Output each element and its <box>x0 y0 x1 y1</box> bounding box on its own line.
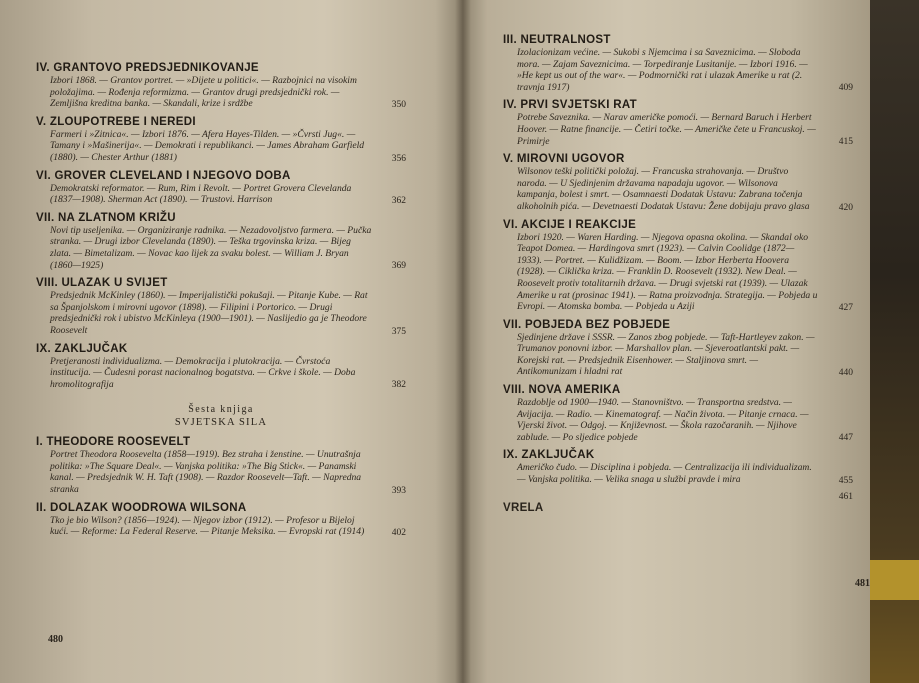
toc-entry <box>503 219 853 313</box>
toc-entry <box>503 34 853 93</box>
page-number: 382 <box>391 380 406 391</box>
toc-entry <box>36 277 406 336</box>
chapter-description: Pretjeranosti individualizma. — Demokracija i plutokracija. — Čvrstoća institucija. — Čudesni porast nacionalnog bogatstva. — Crkve i škole. — Doba hromolitografija <box>50 355 356 390</box>
chapter-title: VII. POBJEDA BEZ POBJEDE <box>503 318 671 331</box>
vrela-heading: VRELA <box>503 501 544 514</box>
toc-entry <box>36 170 406 206</box>
chapter-title: VII. NA ZLATNOM KRIŽU <box>36 211 176 224</box>
chapter-title: V. ZLOUPOTREBE I NEREDI <box>36 115 196 128</box>
page-number: 447 <box>838 433 853 444</box>
folio-right: 481 <box>855 578 870 589</box>
chapter-title: VI. AKCIJE I REAKCIJE <box>503 218 637 231</box>
folio-left: 480 <box>48 634 63 645</box>
page-number: 350 <box>391 99 406 110</box>
chapter-title: I. THEODORE ROOSEVELT <box>36 436 191 449</box>
chapter-description: Potrebe Saveznika. — Narav američke pomoći. — Bernard Baruch i Herbert Hoover. — Ratne financije. — Četiri točke. — Američke čete u Francuskoj. — Primirje <box>517 112 816 147</box>
toc-entry <box>36 343 406 391</box>
page-number: 402 <box>391 527 406 538</box>
page-number: 369 <box>391 261 406 272</box>
page-number: 420 <box>838 202 853 213</box>
book-gutter <box>455 0 471 683</box>
toc-entry <box>36 436 406 495</box>
chapter-description: Novi tip useljenika. — Organiziranje radnika. — Nezadovoljstvo farmera. — Pučka stranka. — Drugi izbor Clevelanda (1890). — Teška trgovinska kriza. — Bijeg zlata. — Bimetalizam. — Novac kao lijek za svaku bolest. — William J. Bryan (1860—1925) <box>50 224 372 271</box>
page-number: 415 <box>838 137 853 148</box>
chapter-title: VI. GROVER CLEVELAND I NJEGOVO DOBA <box>36 169 291 182</box>
chapter-title: IV. GRANTOVO PREDSJEDNIKOVANJE <box>36 62 259 74</box>
chapter-description: Razdoblje od 1900—1940. — Stanovništvo. — Transportna sredstva. — Avijacija. — Radio. — Kinematograf. — Način života. — Pitanje crnaca. — Vjerski život. — Odgoj. — Književnost. — Škola razočaranih. — Njihove zablude. — Po sljedice pobjede <box>517 397 809 443</box>
page-number: 393 <box>391 485 406 496</box>
toc-entry <box>36 116 406 164</box>
left-toc-column <box>36 62 406 544</box>
chapter-description: Izolacionizam većine. — Sukobi s Njemcima i sa Saveznicima. — Sloboda mora. — Zajam Saveznicima. — Torpediranje Lusitanije. — Izbori 1916. — »He kept us out of the war«. — Podmornički rat i ulazak Amerike u rat (2. travnja 1917) <box>517 47 808 93</box>
chapter-description: Predsjednik McKinley (1860). — Imperijalistički pokušaji. — Pitanje Kube. — Rat sa Španjolskom i mirovni ugovor (1898). — Filipini i Portorico. — Drugi predsjednički rok i ubistvo McKinleya (1900—1901). — Naslijedio ga je Theodore Roosevelt <box>50 290 368 336</box>
page-number: 362 <box>391 195 406 206</box>
toc-entry <box>36 502 406 538</box>
chapter-title: IX. ZAKLJUČAK <box>503 449 595 462</box>
right-page <box>463 0 870 683</box>
chapter-title: VIII. ULAZAK U SVIJET <box>36 277 168 290</box>
background-stripe <box>870 560 919 600</box>
chapter-description: Wilsonov teški politički položaj. — Francuska strahovanja. — Društvo naroda. — U Sjedinjenim državama napadaju ugovor. — Wilsonova kampanja, bolest i smrt. — Osamnaesti Dodatak Ustavu: Zabrana točenja alkoholnih pića. — Devetnaesti Dodatak Ustavu: Žene dobijaju pravo glasa <box>517 166 810 212</box>
toc-entry-vrela <box>503 491 853 516</box>
chapter-description: Izbori 1920. — Waren Harding. — Njegova opasna okolina. — Skandal oko Teapot Domea. — Hardingova smrt (1923). — Calvin Coolidge (1872—1933). — Portret. — Kulidžizam. — Boom. — Izbor Herberta Hoovera (1928). — Ciklička kriza. — Franklin D. Roosevelt (1932). New Deal. — Roosevelt protiv totalitarnih država. — Drugi svjetski rat (1939). — Ulazak Amerike u rat (prosinac 1941). — Ratna proizvodnja. Strategija. — Pobjeda u Evropi. — Atomska bomba. — Pobjeda u Aziji <box>517 231 818 313</box>
book-heading: Šesta knjiga <box>188 404 254 416</box>
toc-entry <box>503 153 853 212</box>
toc-entry <box>503 449 853 485</box>
chapter-description: Demokratski reformator. — Rum, Rim i Revolt. — Portret Grovera Clevelanda (1837—1908). Sherman Act (1890). — Trustovi. Harrison <box>50 182 352 206</box>
page-number: 375 <box>391 326 406 337</box>
page-number: 440 <box>838 368 853 379</box>
toc-entry <box>503 319 853 378</box>
chapter-title: III. NEUTRALNOST <box>503 34 611 46</box>
chapter-description: Portret Theodora Roosevelta (1858—1919). Bez straha i ženstine. — Unutrašnja politika: »The Square Deal«. — Vanjska politika: »The Big Stick«. — Panamski kanal. — Predsjednik W. H. Taft (1908). — Razdor Roosevelt—Taft. — Napredna stranka <box>50 449 362 496</box>
toc-entry <box>36 62 406 110</box>
chapter-title: IV. PRVI SVJETSKI RAT <box>503 99 637 112</box>
chapter-title: II. DOLAZAK WOODROWA WILSONA <box>36 501 247 514</box>
page-number: 455 <box>838 475 853 486</box>
toc-entry <box>503 99 853 147</box>
page-number: 427 <box>838 302 853 313</box>
chapter-description: Izbori 1868. — Grantov portret. — »Dijete u politici«. — Razbojnici na visokim položajima. — Rođenja reformizma. — Grantov drugi predsjednički rok. — Zemljišna kreditna banka. — Skandali, krize i srdžbe <box>50 75 357 110</box>
chapter-title: V. MIROVNI UGOVOR <box>503 153 625 166</box>
vrela-page-number: 461 <box>838 491 853 502</box>
chapter-description: Američko čudo. — Disciplina i pobjeda. — Centralizacija ili individualizam. — Vanjska politika. — Velika snaga u službi pravde i mira <box>517 462 812 486</box>
page-number: 409 <box>838 83 853 94</box>
chapter-description: Tko je bio Wilson? (1856—1924). — Njegov izbor (1912). — Profesor u Bijeloj kući. — Reforme: La Federal Reserve. — Pitanje Meksika. — Evropski rat (1914) <box>50 514 365 538</box>
toc-entry <box>36 212 406 271</box>
right-toc-column <box>503 34 853 522</box>
chapter-description: Farmeri i »Zitnica«. — Izbori 1876. — Afera Hayes-Tilden. — »Čvrsti Jug«. — Tamany i »Mašinerija«. — Demokrati i republikanci. — James Abraham Garfield (1880). — Chester Arthur (1881) <box>50 128 365 163</box>
chapter-title: VIII. NOVA AMERIKA <box>503 384 621 397</box>
chapter-title: IX. ZAKLJUČAK <box>36 342 128 355</box>
toc-entry <box>503 384 853 443</box>
page-number: 356 <box>391 153 406 164</box>
chapter-description: Sjedinjene države i SSSR. — Zanos zbog pobjede. — Taft-Hartleyev zakon. — Trumanov ponovni izbor. — Marshallov plan. — Sjeveroatlantski pakt. — Korejski rat. — Predsjednik Eisenhower. — Staljinova smrt. — Antikomunizam i hladni rat <box>517 331 815 378</box>
book-title: SVJETSKA SILA <box>174 417 268 429</box>
